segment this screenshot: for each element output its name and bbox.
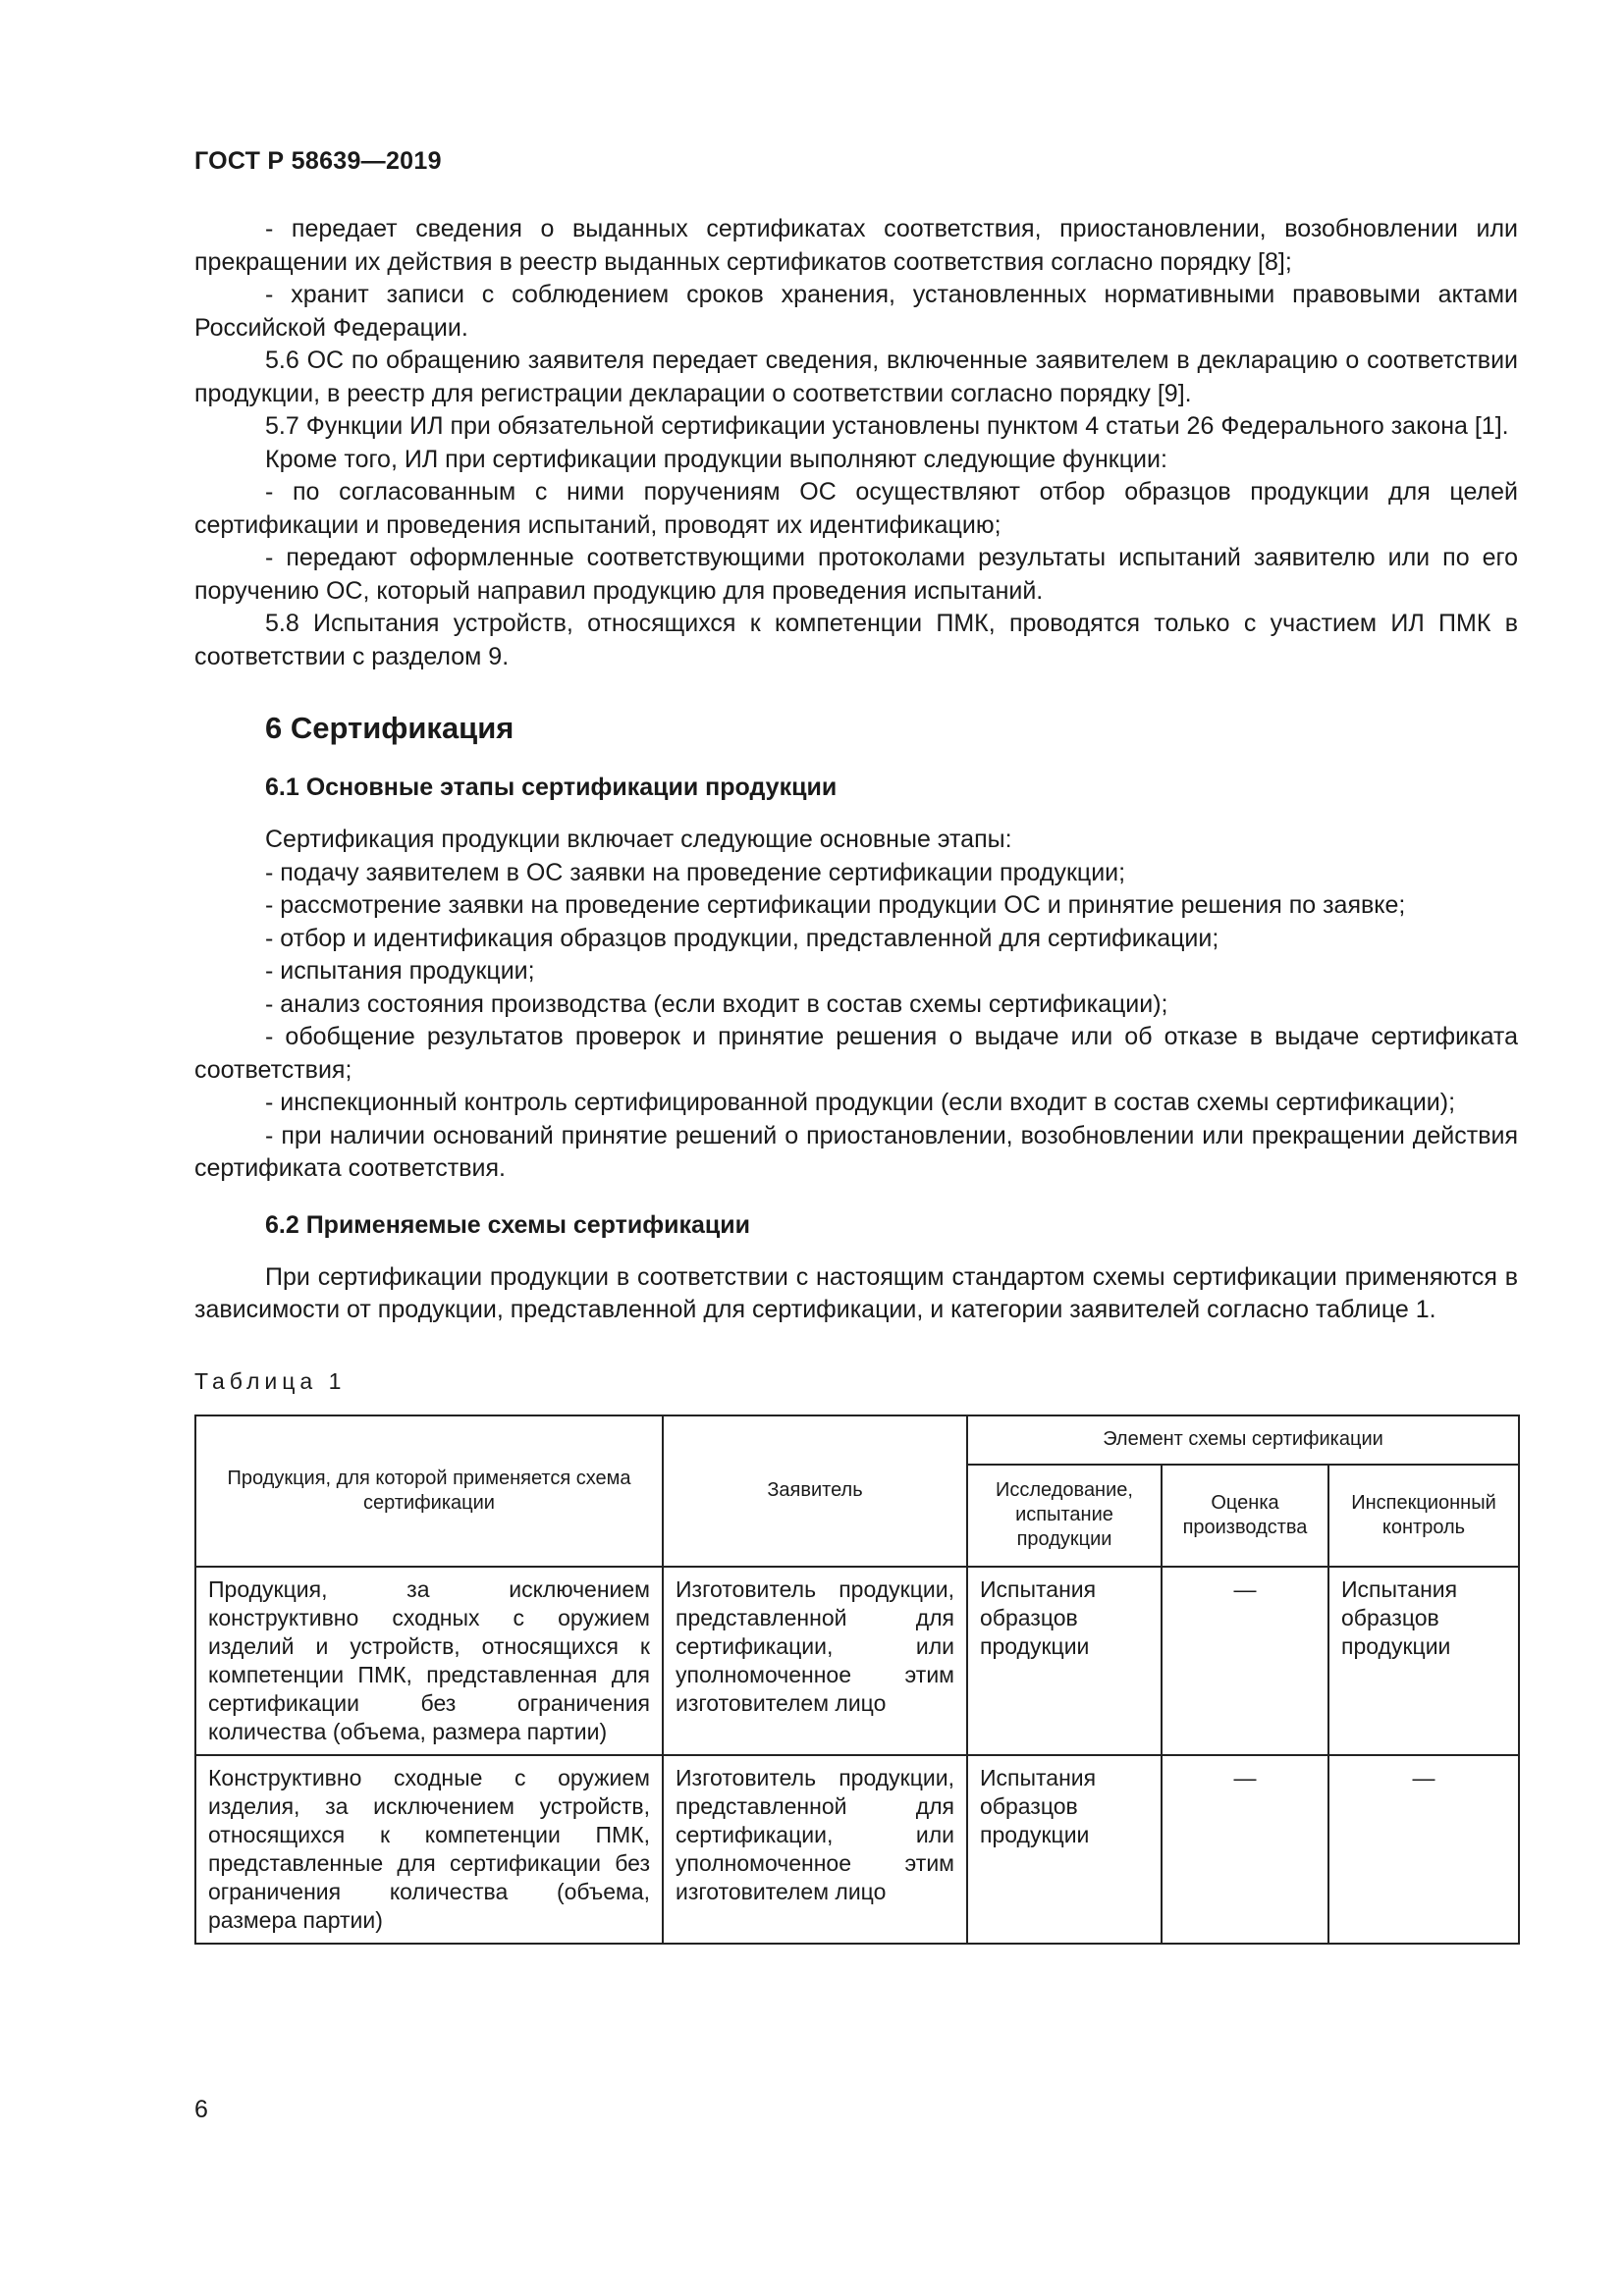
table-header-row	[195, 1415, 1519, 1465]
header-research: Исследование, испытание продукции	[967, 1465, 1162, 1567]
cell-product: Конструктивно сходные с оружием изделия, за исключением устройств, относящихся к компетенции ПМК, представленные для сертификации без ограничения количества (объема, размера партии)	[195, 1755, 663, 1944]
table-row	[195, 1567, 1519, 1755]
paragraph: - инспекционный контроль сертифицированной продукции (если входит в состав схемы сертификации);	[265, 1089, 1456, 1116]
paragraph: 5.8 Испытания устройств, относящихся к компетенции ПМК, проводятся только с участием ИЛ ПМК в соответствии с разделом 9.	[194, 610, 1518, 670]
paragraph: Кроме того, ИЛ при сертификации продукции выполняют следующие функции:	[265, 445, 1167, 473]
cell-assessment: —	[1162, 1567, 1328, 1755]
paragraph: - отбор и идентификация образцов продукции, представленной для сертификации;	[265, 924, 1219, 952]
paragraph: - передает сведения о выданных сертификатах соответствия, приостановлении, возобновлении или прекращении их действия в реестр выданных сертификатов соответствия согласно порядку [8];	[194, 215, 1518, 276]
paragraph: - передают оформленные соответствующими протоколами результаты испытаний заявителю или по его поручению ОС, который направил продукцию для проведения испытаний.	[194, 544, 1518, 605]
paragraph: При сертификации продукции в соответствии с настоящим стандартом схемы сертификации применяются в зависимости от продукции, представленной для сертификации, и категории заявителей согласно таблице 1.	[194, 1262, 1518, 1323]
header-inspection: Инспекционный контроль	[1328, 1465, 1519, 1567]
certification-schemes-table	[194, 1415, 1520, 1945]
cell-inspection: —	[1328, 1755, 1519, 1944]
paragraph: - хранит записи с соблюдением сроков хранения, установленных нормативными правовыми актами Российской Федерации.	[194, 281, 1518, 342]
table-row	[195, 1755, 1519, 1944]
paragraph: - рассмотрение заявки на проведение сертификации продукции ОС и принятие решения по заявке;	[265, 891, 1406, 919]
cell-applicant: Изготовитель продукции, представленной для сертификации, или уполномоченное этим изготовителем лицо	[663, 1755, 967, 1944]
paragraph: 5.6 ОС по обращению заявителя передает сведения, включенные заявителем в декларацию о соответствии продукции, в реестр для регистрации декларации о соответствии согласно порядку [9].	[194, 347, 1518, 407]
cell-assessment: —	[1162, 1755, 1328, 1944]
paragraph: - испытания продукции;	[265, 957, 535, 985]
cell-research: Испытания образцов продукции	[967, 1755, 1162, 1944]
paragraph: - анализ состояния производства (если входит в состав схемы сертификации);	[265, 989, 1168, 1018]
table-caption: Таблица 1	[194, 1367, 347, 1394]
paragraph: - при наличии оснований принятие решений о приостановлении, возобновлении или прекращении действия сертификата соответствия.	[194, 1121, 1518, 1182]
paragraph: - обобщение результатов проверок и принятие решения о выдаче или об отказе в выдаче сертификата соответствия;	[194, 1023, 1518, 1084]
page-number: 6	[194, 2096, 208, 2123]
cell-applicant: Изготовитель продукции, представленной для сертификации, или уполномоченное этим изготовителем лицо	[663, 1567, 967, 1755]
document-page	[194, 147, 1518, 1945]
cell-inspection: Испытания образцов продукции	[1328, 1567, 1519, 1755]
paragraph: Сертификация продукции включает следующие основные этапы:	[265, 826, 1012, 853]
document-code: ГОСТ Р 58639—2019	[194, 147, 442, 175]
cell-product: Продукция, за исключением конструктивно сходных с оружием изделий и устройств, относящихся к компетенции ПМК, представленная для сертификации без ограничения количества (объема, размера партии)	[195, 1567, 663, 1755]
paragraph: - по согласованным с ними поручениям ОС осуществляют отбор образцов продукции для целей сертификации и проведения испытаний, проводят их идентификацию;	[194, 478, 1518, 539]
header-assessment: Оценка производства	[1162, 1465, 1328, 1567]
paragraph: - подачу заявителем в ОС заявки на проведение сертификации продукции;	[265, 858, 1126, 886]
subsection-heading: 6.1 Основные этапы сертификации продукции	[265, 774, 838, 801]
header-scheme-element: Элемент схемы сертификации	[967, 1415, 1519, 1465]
cell-research: Испытания образцов продукции	[967, 1567, 1162, 1755]
header-applicant: Заявитель	[663, 1415, 967, 1567]
section-heading: 6 Сертификация	[265, 711, 514, 745]
paragraph: 5.7 Функции ИЛ при обязательной сертификации установлены пунктом 4 статьи 26 Федерального закона [1].	[265, 412, 1509, 440]
header-product: Продукция, для которой применяется схема сертификации	[195, 1415, 663, 1567]
subsection-heading: 6.2 Применяемые схемы сертификации	[265, 1210, 751, 1239]
